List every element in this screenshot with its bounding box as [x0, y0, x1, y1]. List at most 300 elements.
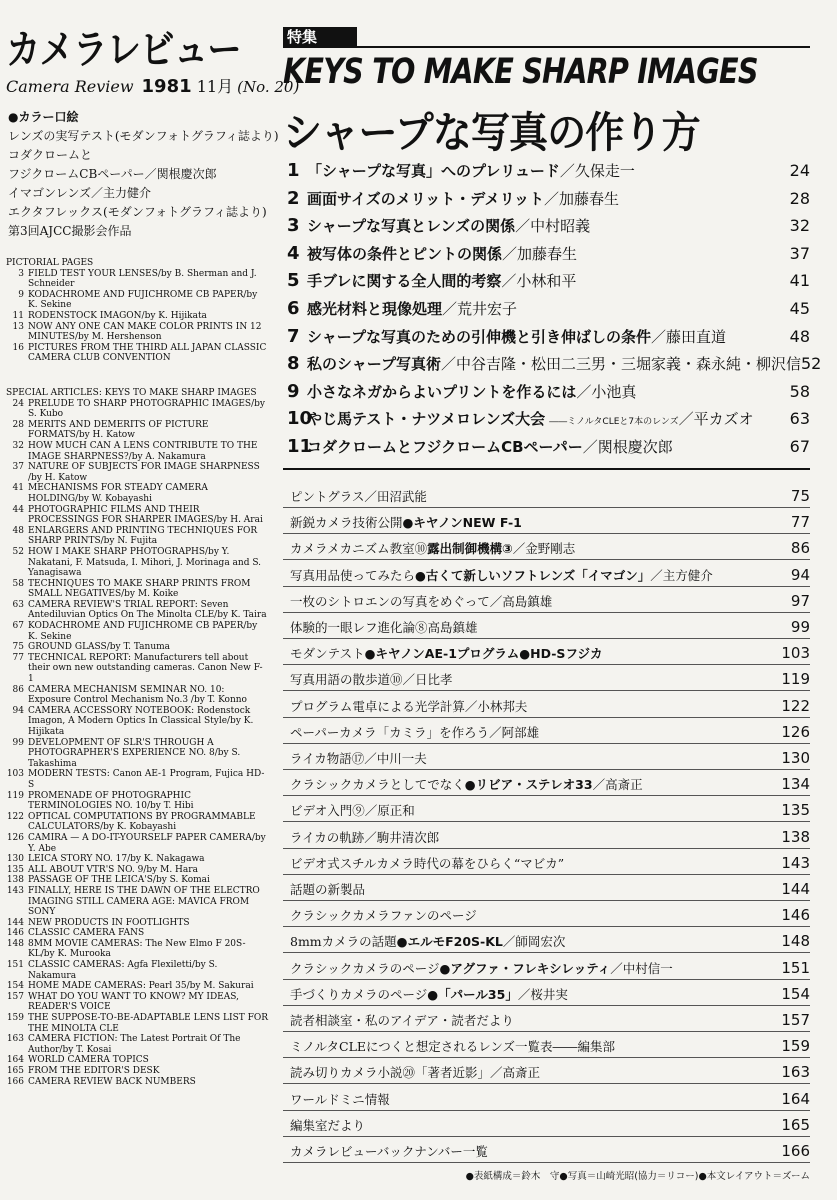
- issue-number: (No. 20): [237, 78, 300, 96]
- feature-article-number: 2: [287, 187, 300, 209]
- row-divider: [283, 1005, 810, 1006]
- regular-article-row: [290, 487, 810, 505]
- entry-page-number: 146: [6, 928, 24, 939]
- entry-title: WHAT DO YOU WANT TO KNOW? MY IDEAS, READER'S VOICE: [28, 991, 239, 1013]
- feature-article-number: 4: [287, 242, 300, 264]
- feature-article-number: 6: [287, 298, 300, 319]
- regular-article-title: プログラム電卓による光学計算／小林邦夫: [290, 698, 528, 714]
- regular-article-page: 97: [790, 591, 810, 610]
- section-divider: [283, 468, 810, 470]
- regular-article-page: 164: [781, 1089, 810, 1108]
- regular-article-title: ペーパーカメラ「カミラ」を作ろう／阿部雄: [290, 724, 540, 740]
- feature-article-page: 41: [789, 271, 810, 291]
- entry-page-number: 151: [6, 960, 24, 971]
- regular-article-page: 86: [790, 539, 810, 558]
- feature-article-title: やじ馬テスト・ナツメロレンズ大会: [307, 410, 546, 429]
- entry-page-number: 37: [12, 462, 24, 473]
- toc-entry-english: [6, 939, 268, 960]
- entry-title: OPTICAL COMPUTATIONS BY PROGRAMMABLE CALCULATORS/by K. Kobayashi: [28, 811, 256, 833]
- entry-page-number: 9: [18, 289, 24, 300]
- regular-article-title: ピントグラス／田沼武能: [290, 489, 427, 504]
- entry-title: KODACHROME AND FUJICHROME CB PAPER/by K. Sekine: [28, 289, 258, 311]
- toc-entry-english: [6, 928, 268, 939]
- regular-article-row: [290, 1142, 810, 1160]
- feature-label: 特集: [283, 27, 357, 47]
- regular-article-title: ワールドミニ情報: [290, 1091, 390, 1107]
- row-divider: [283, 1162, 810, 1163]
- toc-entry-english: [6, 1077, 268, 1088]
- feature-article-author: ／藤田直道: [650, 327, 726, 346]
- entry-title: NOW ANY ONE CAN MAKE COLOR PRINTS IN 12 MINUTES/by M. Hershenson: [28, 321, 262, 343]
- credits-line: ●表紙構成＝鈴木 守●写真＝山崎光昭(協力＝リコー)●本文レイアウト＝ズーム: [465, 1171, 810, 1182]
- regular-article-title: 読み切りカメラ小説⑳「著者近影」／高斎正: [290, 1065, 541, 1081]
- entry-page-number: 119: [6, 790, 24, 801]
- feature-article-page: 52: [800, 354, 822, 374]
- regular-article-row: [290, 670, 810, 688]
- entry-page-number: 138: [6, 875, 24, 886]
- entry-page-number: 154: [6, 981, 24, 992]
- entry-title: MERITS AND DEMERITS OF PICTURE FORMATS/by H. Katow: [28, 419, 209, 441]
- regular-article-title: モダンテスト: [290, 646, 365, 662]
- toc-entry-english: [6, 875, 268, 886]
- toc-entry-english: [6, 1034, 268, 1055]
- toc-entry-english: [6, 1013, 268, 1034]
- toc-entry-english: [6, 343, 268, 364]
- feature-article-number: 7: [287, 325, 300, 347]
- feature-article-row: [287, 298, 810, 319]
- issue-month: 11月: [196, 77, 234, 96]
- feature-article-number: 8: [287, 353, 300, 375]
- toc-entry-english: [6, 547, 268, 579]
- entry-title: HOME MADE CAMERAS: Pearl 35/by M. Sakurai: [28, 981, 254, 992]
- row-divider: [283, 848, 810, 849]
- entry-page-number: 67: [12, 621, 24, 632]
- regular-article-page: 163: [781, 1063, 810, 1082]
- toc-entry-english: [6, 505, 268, 526]
- row-divider: [283, 743, 810, 744]
- toc-entry-english: [6, 290, 268, 311]
- pictorial-heading: PICTORIAL PAGES: [6, 258, 94, 268]
- entry-page-number: 48: [12, 525, 24, 536]
- feature-article-number: 3: [287, 215, 300, 237]
- entry-page-number: 99: [12, 737, 24, 748]
- toc-entry-english: [6, 526, 268, 547]
- entry-title: CAMERA FICTION: The Latest Portrait Of The Author/by T. Kosai: [28, 1034, 241, 1055]
- row-divider: [283, 926, 810, 927]
- feature-article-author: ／関根慶次郎: [582, 438, 673, 456]
- regular-article-title: ライカ物語⑰／中川一夫: [290, 751, 427, 766]
- entry-page-number: 28: [12, 419, 24, 430]
- regular-article-title: 話題の新製品: [290, 882, 366, 897]
- feature-article-title: 画面サイズのメリット・デメリット: [307, 189, 545, 208]
- entry-title: PRELUDE TO SHARP PHOTOGRAPHIC IMAGES/by S. Kubo: [28, 398, 265, 420]
- toc-entry-english: [6, 1055, 268, 1066]
- regular-article-page: 148: [781, 932, 810, 951]
- toc-entry-english: [6, 642, 268, 653]
- row-divider: [283, 664, 810, 665]
- entry-title: GROUND GLASS/by T. Tanuma: [28, 642, 171, 653]
- regular-article-page: 151: [781, 958, 810, 977]
- regular-article-row: [290, 566, 810, 584]
- toc-entry-english: [6, 791, 268, 812]
- regular-article-row: [290, 749, 810, 767]
- regular-article-row: [290, 592, 810, 610]
- row-divider: [283, 769, 810, 770]
- feature-article-page: 28: [789, 188, 810, 208]
- color-plate-line: エクタフレックス(モダンフォトグラフィ誌より): [8, 205, 267, 219]
- toc-entry-english: [6, 833, 268, 854]
- regular-article-highlight: ●リビア・ステレオ33: [464, 777, 593, 793]
- entry-title: CLASSIC CAMERAS: Agfa Flexiletti/by S. Nakamura: [28, 960, 218, 981]
- row-divider: [283, 874, 810, 875]
- entry-page-number: 44: [12, 504, 24, 515]
- regular-article-author: ／主方健介: [650, 567, 713, 583]
- regular-article-author: ／金野剛志: [512, 541, 576, 557]
- regular-article-highlight: 露出制御機構③: [427, 541, 513, 557]
- toc-entry-english: [6, 653, 268, 685]
- row-divider: [283, 821, 810, 822]
- feature-article-title: 感光材料と現像処理: [307, 300, 443, 318]
- regular-article-page: 122: [781, 696, 810, 715]
- regular-article-row: [290, 1090, 810, 1108]
- feature-japanese-title: シャープな写真の作り方: [283, 108, 700, 157]
- row-divider: [283, 952, 810, 953]
- regular-article-page: 134: [781, 775, 810, 794]
- entry-page-number: 166: [6, 1076, 24, 1087]
- entry-page-number: 11: [12, 310, 24, 321]
- entry-title: PICTURES FROM THE THIRD ALL JAPAN CLASSIC CAMERA CLUB CONVENTION: [28, 342, 267, 364]
- entry-page-number: 122: [6, 811, 24, 822]
- feature-article-title: 手ブレに関する全人間的考察: [307, 272, 502, 291]
- toc-entry-english: [6, 685, 268, 706]
- row-divider: [283, 507, 810, 508]
- regular-article-page: 146: [781, 906, 810, 925]
- entry-title: NEW PRODUCTS IN FOOTLIGHTS: [28, 917, 190, 928]
- entry-page-number: 126: [6, 832, 24, 843]
- row-divider: [283, 979, 810, 980]
- regular-article-row: [290, 539, 810, 557]
- regular-article-row: [290, 880, 810, 898]
- entry-title: FIELD TEST YOUR LENSES/by B. Sherman and J. Schneider: [28, 268, 257, 290]
- entry-page-number: 75: [12, 642, 24, 653]
- feature-article-number: 5: [287, 270, 300, 292]
- entry-page-number: 16: [12, 342, 24, 353]
- toc-entry-english: [6, 854, 268, 865]
- regular-article-title: 編集室だより: [290, 1117, 366, 1133]
- feature-article-author: ／小池真: [576, 382, 637, 401]
- entry-title: FINALLY, HERE IS THE DAWN OF THE ELECTRO IMAGING STILL CAMERA AGE: MAVICA FROM SONY: [28, 885, 260, 918]
- feature-article-row: [287, 243, 810, 264]
- regular-article-title: 読者相談室・私のアイデア・読者だより: [290, 1013, 514, 1028]
- feature-article-author: ／中谷吉隆・松田二三男・三堀家義・森永純・柳沢信: [440, 355, 801, 374]
- entry-page-number: 63: [12, 599, 24, 610]
- feature-article-title: 小さなネガからよいプリントを作るには: [307, 382, 577, 401]
- entry-page-number: 130: [6, 854, 24, 865]
- regular-article-title: ビデオ式スチルカメラ時代の幕をひらく“マビカ”: [290, 855, 565, 871]
- entry-title: CAMERA MECHANISM SEMINAR NO. 10: Exposure Control Mechanism No.3 /by T. Konno: [28, 684, 247, 706]
- feature-article-subtitle: ――ミノルタCLEと7本のレンズ: [549, 417, 679, 428]
- regular-article-row: [290, 1116, 810, 1134]
- row-divider: [283, 559, 810, 560]
- entry-title: ENLARGERS AND PRINTING TECHNIQUES FOR SHARP PRINTS/by N. Fujita: [28, 525, 258, 547]
- color-plate-line: コダクロームと: [8, 148, 93, 162]
- entry-title: MODERN TESTS: Canon AE-1 Program, Fujica HD-S: [28, 769, 265, 790]
- regular-article-author: ／桜井実: [517, 986, 568, 1002]
- regular-article-title: ミノルタCLEにつくと想定されるレンズ一覧表――編集部: [290, 1039, 616, 1055]
- entry-page-number: 24: [12, 398, 24, 409]
- regular-article-title: ライカの軌跡／駒井清次郎: [290, 829, 440, 845]
- issue-line: [6, 74, 299, 97]
- feature-article-page: 58: [789, 381, 810, 401]
- feature-article-row: [287, 381, 810, 402]
- feature-article-author: ／小林和平: [501, 272, 577, 291]
- regular-article-page: 166: [781, 1142, 810, 1160]
- entry-title: PROMENADE OF PHOTOGRAPHIC TERMINOLOGIES NO. 10/by T. Hibi: [28, 790, 194, 812]
- regular-article-page: 143: [781, 853, 810, 872]
- regular-article-highlight: ●「パール35」: [427, 986, 518, 1002]
- feature-article-row: [287, 270, 810, 291]
- toc-entry-english: [6, 322, 268, 343]
- row-divider: [283, 1136, 810, 1137]
- regular-article-highlight: ●キヤノンNEW F-1: [402, 515, 522, 531]
- feature-article-row: [287, 408, 810, 429]
- entry-title: PHOTOGRAPHIC FILMS AND THEIR PROCESSINGS FOR SHARPER IMAGES/by H. Arai: [28, 504, 263, 526]
- entry-title: WORLD CAMERA TOPICS: [28, 1055, 149, 1066]
- color-plate-line: 第3回AJCC撮影会作品: [8, 224, 132, 238]
- entry-page-number: 163: [6, 1034, 24, 1045]
- regular-article-page: 75: [790, 487, 810, 505]
- entry-page-number: 52: [12, 546, 24, 557]
- feature-article-row: [287, 353, 822, 375]
- row-divider: [283, 795, 810, 796]
- regular-article-row: [290, 618, 810, 636]
- row-divider: [283, 690, 810, 691]
- feature-article-author: ／平カズオ: [678, 410, 754, 429]
- entry-page-number: 143: [6, 885, 24, 896]
- toc-entry-english: [6, 769, 268, 790]
- regular-article-row: [290, 1037, 810, 1055]
- entry-page-number: 77: [12, 652, 24, 663]
- feature-article-title: シャープな写真とレンズの関係: [307, 217, 516, 236]
- regular-article-title: 写真用品使ってみたら: [290, 567, 416, 583]
- regular-article-highlight: ●アグファ・フレキシレッティ: [439, 960, 611, 976]
- feature-article-title: 私のシャープ写真術: [307, 355, 441, 374]
- entry-page-number: 157: [6, 991, 24, 1002]
- regular-article-row: [290, 775, 810, 793]
- entry-title: HOW I MAKE SHARP PHOTOGRAPHS/by Y. Nakatani, F. Matsuda, I. Mihori, J. Morinaga and S. Yanagisawa: [28, 546, 262, 579]
- entry-title: CAMERA REVIEW BACK NUMBERS: [28, 1076, 196, 1087]
- toc-entry-english: [6, 1066, 268, 1077]
- regular-article-highlight: ●キヤノンAE-1プログラム●HD-Sフジカ: [364, 646, 603, 662]
- entry-page-number: 58: [12, 578, 24, 589]
- feature-english-title: KEYS TO MAKE SHARP IMAGES: [283, 52, 758, 92]
- row-divider: [283, 533, 810, 534]
- entry-title: LEICA STORY NO. 17/by K. Nakagawa: [28, 854, 205, 865]
- entry-title: HOW MUCH CAN A LENS CONTRIBUTE TO THE IMAGE SHARPNESS?/by A. Nakamura: [28, 440, 258, 462]
- feature-article-row: [287, 215, 810, 236]
- regular-article-row: [290, 985, 810, 1003]
- feature-article-title: 「シャープな写真」へのプレリュード: [307, 162, 560, 180]
- feature-article-page: 37: [789, 243, 810, 263]
- row-divider: [283, 638, 810, 639]
- regular-article-page: 144: [781, 880, 810, 898]
- regular-article-title: 新鋭カメラ技術公開: [290, 515, 403, 531]
- masthead-english: Camera Review: [6, 77, 134, 96]
- toc-entry-english: [6, 992, 268, 1013]
- color-plates-heading: ●カラー口絵: [8, 110, 79, 124]
- regular-article-title: 一枚のシトロエンの写真をめぐって／高島鎮雄: [290, 593, 553, 609]
- regular-article-row: [290, 932, 810, 950]
- toc-entry-english: [6, 886, 268, 918]
- regular-article-highlight: ●古くて新しいソフトレンズ「イマゴン」: [415, 567, 651, 583]
- magazine-masthead: カメラレビュー: [6, 27, 241, 73]
- entry-page-number: 148: [6, 938, 24, 949]
- entry-title: RODENSTOCK IMAGON/by K. Hijikata: [28, 310, 207, 321]
- entry-title: DEVELOPMENT OF SLR'S THROUGH A PHOTOGRAPHER'S EXPERIENCE NO. 8/by S. Takashima: [28, 737, 241, 769]
- toc-entry-english: [6, 738, 268, 770]
- row-divider: [283, 612, 810, 613]
- regular-article-title: クラシックカメラとしてでなく: [290, 777, 465, 793]
- feature-article-page: 67: [789, 437, 810, 456]
- toc-entry-english: [6, 311, 268, 322]
- entry-page-number: 41: [12, 483, 24, 494]
- regular-article-page: 103: [781, 644, 810, 663]
- regular-article-author: ／師岡宏次: [502, 934, 566, 950]
- regular-article-row: [290, 828, 810, 846]
- regular-article-title: クラシックカメラファンのページ: [290, 908, 477, 924]
- row-divider: [283, 900, 810, 901]
- feature-article-number: 9: [287, 380, 300, 402]
- toc-entry-english: [6, 960, 268, 981]
- entry-page-number: 159: [6, 1013, 24, 1024]
- toc-entry-english: [6, 812, 268, 833]
- entry-page-number: 103: [6, 769, 24, 780]
- color-plate-line: イマゴンレンズ／主力健介: [8, 186, 152, 200]
- row-divider: [283, 586, 810, 587]
- feature-article-author: ／中村昭義: [515, 217, 591, 236]
- regular-article-row: [290, 1011, 810, 1029]
- regular-article-page: 130: [781, 749, 810, 767]
- regular-article-page: 154: [781, 984, 810, 1003]
- regular-article-title: 8mmカメラの話題: [290, 934, 397, 950]
- feature-article-title: シャープな写真のための引伸機と引き伸ばしの条件: [307, 327, 651, 346]
- toc-entry-english: [6, 865, 268, 876]
- toc-entry-english: [6, 399, 268, 420]
- regular-article-row: [290, 959, 810, 977]
- regular-article-row: [290, 854, 810, 872]
- entry-page-number: 94: [12, 705, 24, 716]
- entry-title: NATURE OF SUBJECTS FOR IMAGE SHARPNESS /by H. Katow: [28, 462, 260, 483]
- regular-article-page: 165: [781, 1115, 810, 1134]
- feature-article-author: ／加藤春生: [544, 189, 620, 208]
- regular-article-title: 体験的一眼レフ進化論⑧高島鎮雄: [290, 620, 478, 635]
- entry-title: THE SUPPOSE-TO-BE-ADAPTABLE LENS LIST FOR THE MINOLTA CLE: [28, 1013, 268, 1034]
- feature-article-page: 32: [789, 216, 810, 236]
- regular-article-row: [290, 644, 810, 662]
- entry-title: CAMIRA — A DO-IT-YOURSELF PAPER CAMERA/by Y. Abe: [28, 832, 266, 854]
- regular-article-author: ／中村信一: [610, 960, 673, 976]
- regular-article-page: 126: [781, 722, 810, 741]
- entry-title: CAMERA REVIEW'S TRIAL REPORT: Seven Antediluvian Optics On The Minolta CLE/by K. Taira: [28, 599, 267, 621]
- entry-page-number: 86: [12, 684, 24, 695]
- feature-article-page: 45: [789, 299, 810, 318]
- regular-article-title: ビデオ入門⑨／原正和: [290, 803, 415, 819]
- row-divider: [283, 1031, 810, 1032]
- feature-top-rule: [283, 46, 810, 48]
- special-articles-heading: SPECIAL ARTICLES: KEYS TO MAKE SHARP IMAGES: [6, 388, 257, 398]
- entry-title: MECHANISMS FOR STEADY CAMERA HOLDING/by W. Kobayashi: [28, 483, 208, 504]
- feature-article-title: コダクロームとフジクロームCBペーパー: [307, 438, 583, 456]
- regular-article-author: ／高斎正: [592, 777, 643, 793]
- feature-article-number: 1: [287, 160, 300, 181]
- regular-article-page: 159: [781, 1037, 810, 1056]
- feature-article-page: 24: [789, 161, 810, 180]
- row-divider: [283, 1083, 810, 1084]
- feature-article-title: 被写体の条件とピントの関係: [307, 244, 503, 263]
- regular-article-page: 77: [790, 513, 810, 532]
- feature-article-page: 48: [789, 326, 810, 346]
- regular-article-page: 135: [781, 801, 810, 820]
- feature-article-author: ／加藤春生: [502, 244, 578, 263]
- regular-article-page: 138: [781, 827, 810, 846]
- regular-article-page: 157: [781, 1011, 810, 1029]
- entry-title: TECHNICAL REPORT: Manufacturers tell about their own new outstanding cameras. Canon New F-1: [28, 652, 263, 685]
- feature-article-number: 11: [287, 436, 313, 457]
- regular-article-page: 99: [790, 618, 810, 636]
- feature-article-row: [287, 160, 810, 181]
- feature-article-author: ／久保走一: [559, 162, 635, 180]
- entry-page-number: 3: [18, 268, 24, 279]
- entry-title: 8MM MOVIE CAMERAS: The New Elmo F 20S-KL/by K. Murooka: [28, 938, 246, 960]
- regular-article-row: [290, 697, 810, 715]
- regular-article-row: [290, 906, 810, 924]
- entry-page-number: 164: [6, 1055, 24, 1066]
- regular-article-row: [290, 513, 810, 531]
- toc-entry-english: [6, 420, 268, 441]
- regular-article-row: [290, 723, 810, 741]
- regular-article-highlight: ●エルモF20S-KL: [396, 934, 503, 950]
- regular-article-title: クラシックカメラのページ: [290, 960, 440, 976]
- feature-article-row: [287, 436, 810, 457]
- toc-entry-english: [6, 706, 268, 738]
- entry-title: TECHNIQUES TO MAKE SHARP PRINTS FROM SMALL NEGATIVES/by M. Koike: [28, 578, 251, 600]
- issue-year: 1981: [141, 76, 192, 97]
- entry-page-number: 144: [6, 917, 24, 928]
- regular-article-row: [290, 1063, 810, 1081]
- entry-page-number: 13: [12, 321, 24, 332]
- feature-article-number: 10: [287, 408, 313, 430]
- entry-title: KODACHROME AND FUJICHROME CB PAPER/by K. Sekine: [28, 621, 258, 642]
- feature-article-row: [287, 188, 810, 209]
- toc-entry-english: [6, 579, 268, 600]
- toc-entry-english: [6, 600, 268, 621]
- toc-entry-english: [6, 269, 268, 290]
- feature-article-page: 63: [789, 409, 810, 429]
- regular-article-page: 119: [781, 670, 810, 689]
- special-articles-list: [6, 388, 268, 1087]
- toc-entry-english: [6, 441, 268, 462]
- toc-entry-english: [6, 981, 268, 992]
- row-divider: [283, 1057, 810, 1058]
- feature-article-row: [287, 326, 810, 347]
- pictorial-pages-list: [6, 258, 268, 364]
- entry-page-number: 32: [12, 440, 24, 451]
- row-divider: [283, 1110, 810, 1111]
- entry-title: CAMERA ACCESSORY NOTEBOOK: Rodenstock Imagon, A Modern Optics In Classical Style/by K. Hijikata: [28, 705, 254, 737]
- feature-article-author: ／荒井宏子: [442, 300, 518, 318]
- toc-entry-english: [6, 621, 268, 642]
- regular-article-title: 写真用語の散歩道⑩／日比孝: [290, 672, 453, 688]
